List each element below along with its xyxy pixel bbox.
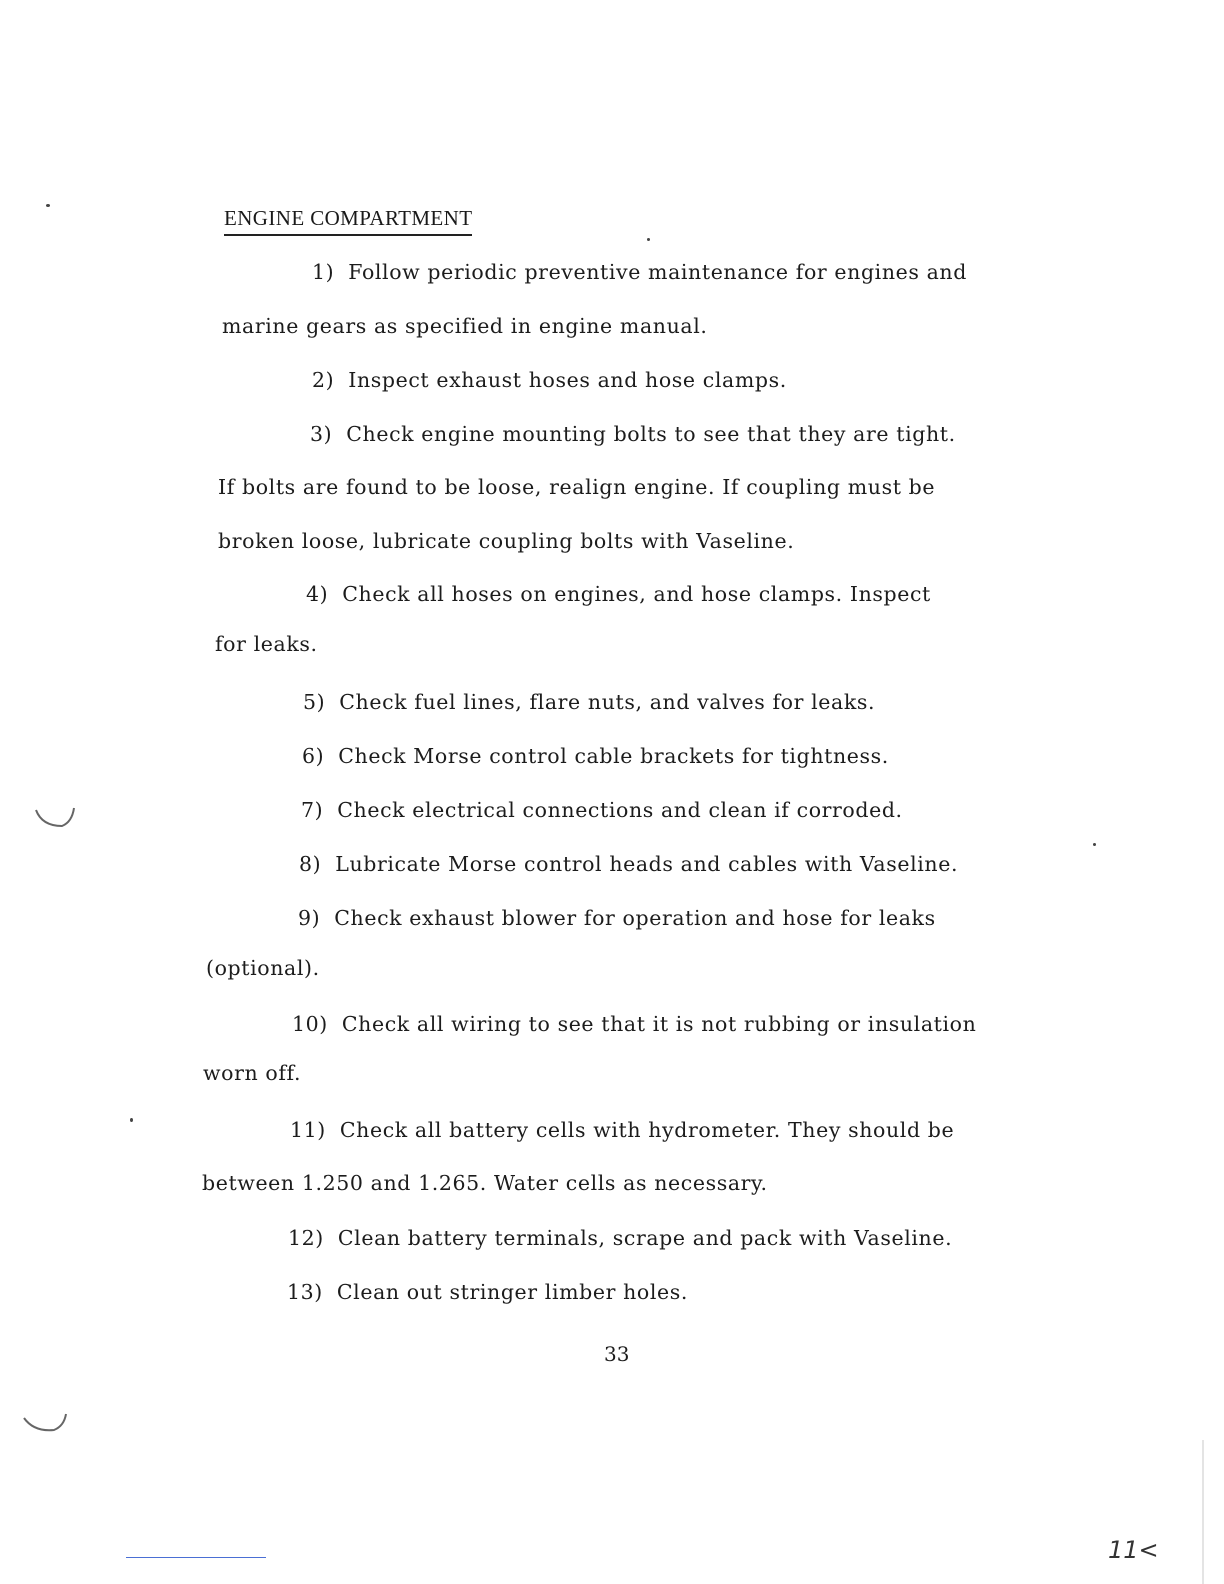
list-item-line: If bolts are found to be loose, realign engine. If coupling must be — [218, 475, 936, 499]
item-number: 5) — [303, 690, 326, 714]
list-item-line: (optional). — [206, 956, 320, 980]
item-text: Check exhaust blower for operation and hose for leaks — [334, 906, 936, 930]
list-item-line — [306, 582, 931, 606]
list-item-line — [287, 1280, 688, 1304]
list-item-line: worn off. — [203, 1061, 302, 1085]
item-number: 13) — [287, 1280, 323, 1304]
item-number: 8) — [299, 852, 322, 876]
list-item-line: marine gears as specified in engine manual. — [222, 314, 708, 338]
punch-hole-shadow — [30, 800, 80, 834]
punch-hole-shadow — [20, 1408, 70, 1438]
page-number: 33 — [604, 1342, 630, 1366]
handwritten-mark: 11< — [1108, 1536, 1159, 1564]
list-item-line — [310, 422, 956, 446]
item-text: Check all battery cells with hydrometer. They should be — [339, 1118, 955, 1142]
list-item-line: for leaks. — [215, 632, 318, 656]
item-text: Lubricate Morse control heads and cables with Vaseline. — [335, 852, 959, 876]
list-item-line: between 1.250 and 1.265. Water cells as necessary. — [202, 1171, 768, 1195]
item-text: Check electrical connections and clean if corroded. — [337, 798, 903, 822]
list-item-line — [299, 852, 958, 876]
list-item-line — [303, 690, 875, 714]
scan-edge — [1202, 1440, 1204, 1584]
item-text: Check engine mounting bolts to see that they are tight. — [346, 422, 956, 446]
item-number: 11) — [290, 1118, 326, 1142]
scan-speck — [130, 1118, 133, 1122]
item-text: Check fuel lines, flare nuts, and valves for leaks. — [339, 690, 876, 714]
list-item-line: broken loose, lubricate coupling bolts with Vaseline. — [218, 529, 795, 553]
scan-speck — [1093, 843, 1096, 846]
item-number: 7) — [301, 798, 324, 822]
list-item-line — [301, 798, 903, 822]
list-item-line — [312, 368, 787, 392]
list-item-line — [312, 260, 967, 284]
item-text: Clean out stringer limber holes. — [336, 1280, 688, 1304]
item-number: 12) — [288, 1226, 324, 1250]
item-text: Check Morse control cable brackets for tightness. — [338, 744, 889, 768]
section-heading: ENGINE COMPARTMENT — [224, 206, 472, 236]
item-number: 10) — [292, 1012, 328, 1036]
scan-speck — [647, 238, 650, 241]
list-item-line — [302, 744, 889, 768]
item-text: Check all hoses on engines, and hose clamps. Inspect — [342, 582, 931, 606]
item-text: Follow periodic preventive maintenance for engines and — [348, 260, 967, 284]
item-number: 1) — [312, 260, 335, 284]
item-number: 2) — [312, 368, 335, 392]
list-item-line — [292, 1012, 976, 1036]
item-text: Check all wiring to see that it is not rubbing or insulation — [341, 1012, 977, 1036]
item-number: 4) — [306, 582, 329, 606]
item-text: Clean battery terminals, scrape and pack with Vaseline. — [337, 1226, 953, 1250]
item-text: Inspect exhaust hoses and hose clamps. — [348, 368, 787, 392]
list-item-line — [290, 1118, 954, 1142]
blue-rule — [126, 1557, 266, 1558]
item-number: 9) — [298, 906, 321, 930]
list-item-line — [298, 906, 936, 930]
scan-speck — [46, 204, 50, 207]
item-number: 3) — [310, 422, 333, 446]
list-item-line — [288, 1226, 952, 1250]
item-number: 6) — [302, 744, 325, 768]
